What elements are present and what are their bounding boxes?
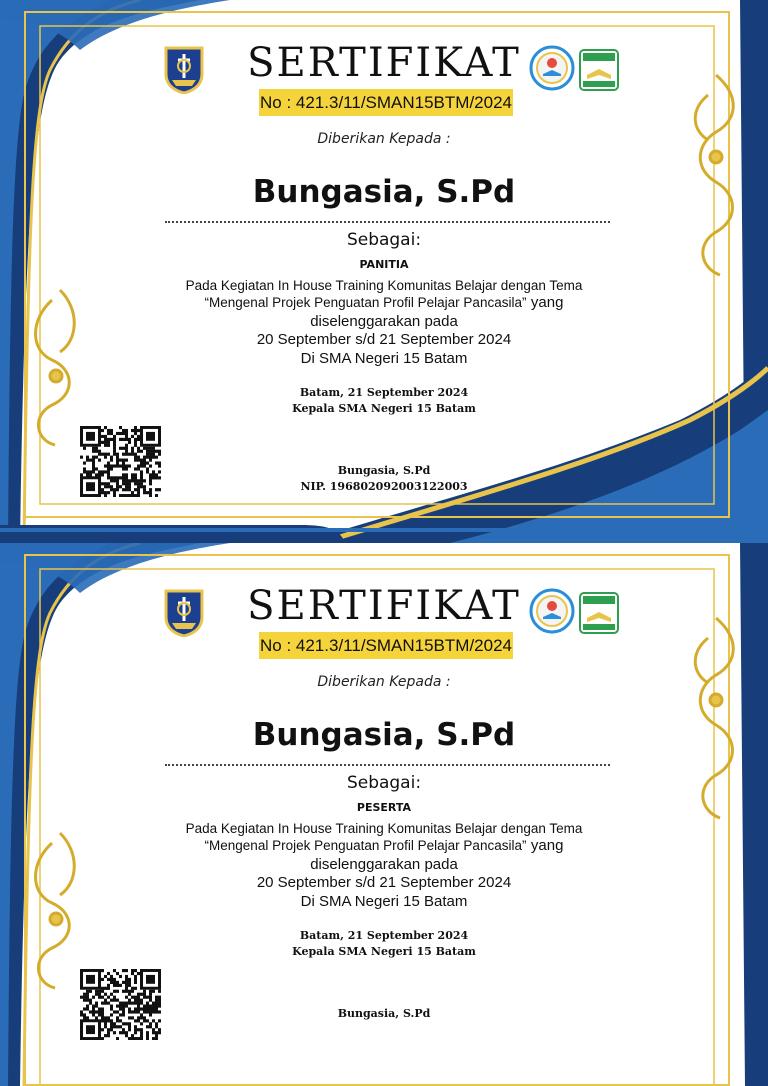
description-line: Pada Kegiatan In House Training Komunitas Belajar dengan Tema — [185, 821, 583, 836]
signer-name: Bungasia, S.Pd — [337, 464, 431, 477]
signature-block-header — [0, 928, 768, 960]
certificate-peserta — [0, 543, 768, 1086]
event-dates: 20 September s/d 21 September 2024 — [256, 874, 512, 891]
given-to-label: Diberikan Kepada : — [317, 131, 451, 147]
role-label: PESERTA — [356, 801, 412, 814]
event-venue: Di SMA Negeri 15 Batam — [300, 892, 468, 910]
place-date: Batam, 21 September 2024 — [299, 386, 469, 399]
description-line — [0, 837, 768, 856]
dotted-divider — [165, 221, 610, 223]
certificate-number: No : 421.3/11/SMAN15BTM/2024 — [259, 632, 513, 659]
signer-nip: NIP. 196802092003122003 — [300, 480, 468, 493]
description-line: Pada Kegiatan In House Training Komunitas Belajar dengan Tema — [185, 278, 583, 293]
certificate-title: SERTIFIKAT — [247, 583, 521, 629]
as-label: Sebagai: — [346, 230, 422, 250]
recipient-name: Bungasia, S.Pd — [252, 717, 516, 753]
certificate-number: No : 421.3/11/SMAN15BTM/2024 — [259, 89, 513, 116]
certificate-title: SERTIFIKAT — [247, 40, 521, 86]
qr-code-icon — [80, 969, 161, 1040]
description-line — [0, 294, 768, 313]
role-label: PANITIA — [359, 258, 409, 271]
signature-block-header — [0, 385, 768, 417]
event-description — [0, 277, 768, 368]
as-label: Sebagai: — [346, 773, 422, 793]
qr-code-icon — [80, 426, 161, 497]
recipient-name: Bungasia, S.Pd — [252, 174, 516, 210]
theme-suffix: yang — [530, 294, 564, 311]
place-date: Batam, 21 September 2024 — [299, 929, 469, 942]
signer-position: Kepala SMA Negeri 15 Batam — [292, 945, 476, 958]
event-dates: 20 September s/d 21 September 2024 — [256, 331, 512, 348]
event-venue: Di SMA Negeri 15 Batam — [300, 349, 468, 367]
event-description — [0, 820, 768, 911]
theme-suffix: yang — [530, 837, 564, 854]
theme-text: “Mengenal Projek Penguatan Profil Pelajar Pancasila” — [204, 295, 527, 310]
signer-name: Bungasia, S.Pd — [337, 1007, 431, 1020]
description-line: diselenggarakan pada — [310, 312, 458, 330]
given-to-label: Diberikan Kepada : — [317, 674, 451, 690]
signer-position: Kepala SMA Negeri 15 Batam — [292, 402, 476, 415]
dotted-divider — [165, 764, 610, 766]
theme-text: “Mengenal Projek Penguatan Profil Pelajar Pancasila” — [204, 838, 527, 853]
description-line: diselenggarakan pada — [310, 855, 458, 873]
